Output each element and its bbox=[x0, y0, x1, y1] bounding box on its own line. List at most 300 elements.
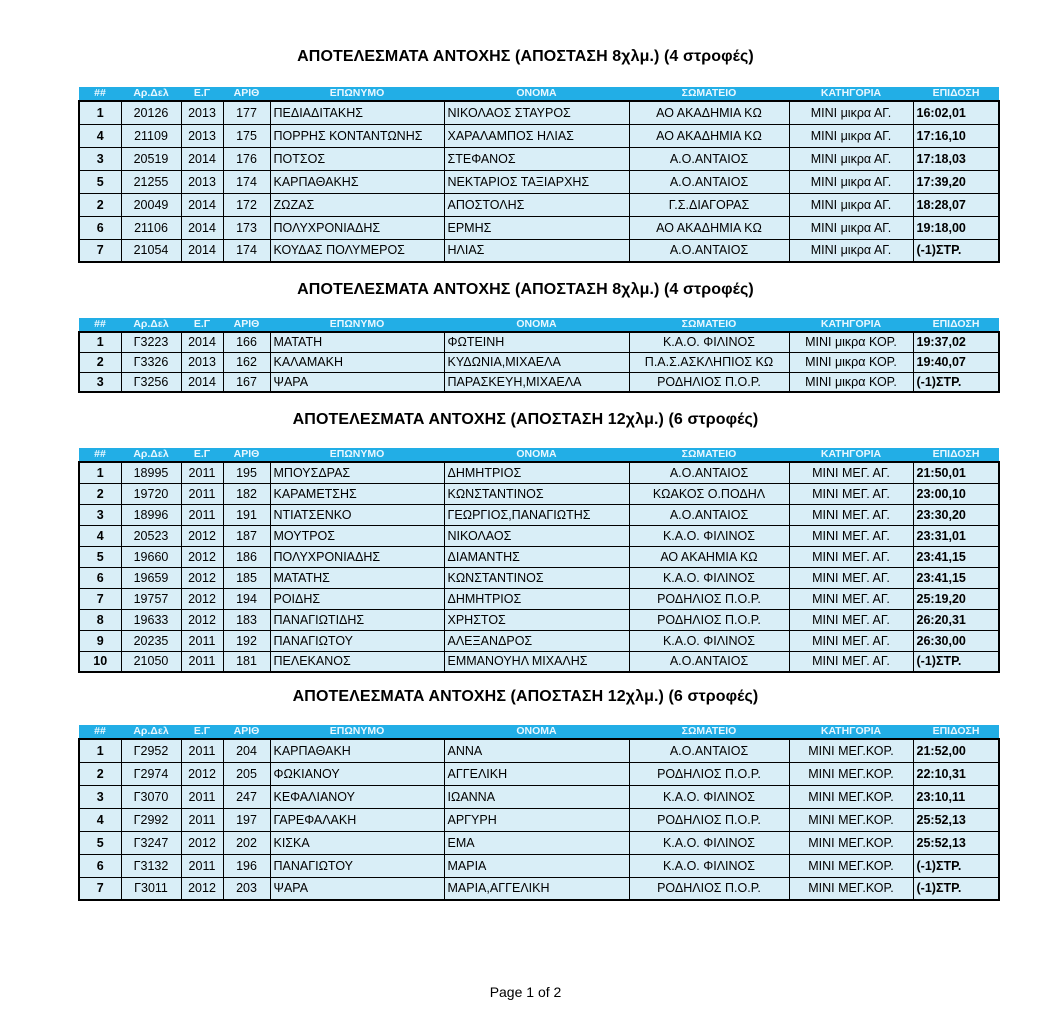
first-name-cell: ΔΗΜΗΤΡΙΟΣ bbox=[444, 462, 629, 483]
bib-cell: 175 bbox=[223, 124, 270, 147]
first-name-cell: ΚΥΔΩΝΙΑ,ΜΙΧΑΕΛΑ bbox=[444, 352, 629, 372]
result-cell: 19:40,07 bbox=[913, 352, 999, 372]
athlete-id-cell: 21054 bbox=[121, 239, 181, 262]
bib-cell: 195 bbox=[223, 462, 270, 483]
first-name-cell: ΚΩΝΣΤΑΝΤΙΝΟΣ bbox=[444, 483, 629, 504]
first-name-cell: ΑΛΕΞΑΝΔΡΟΣ bbox=[444, 630, 629, 651]
category-cell: ΜΙΝΙ ΜΕΓ. ΑΓ. bbox=[789, 630, 913, 651]
result-cell: 21:52,00 bbox=[913, 739, 999, 762]
rank-cell: 2 bbox=[79, 483, 121, 504]
rank-cell: 6 bbox=[79, 567, 121, 588]
result-header: ΕΠΙΔΟΣΗ bbox=[913, 318, 999, 332]
surname-cell: ΚΙΣΚΑ bbox=[270, 831, 444, 854]
rank-cell: 2 bbox=[79, 193, 121, 216]
club-header: ΣΩΜΑΤΕΙΟ bbox=[629, 725, 789, 739]
birth-year-cell: 2013 bbox=[181, 101, 223, 124]
bib-cell: 181 bbox=[223, 651, 270, 672]
result-cell: 23:10,11 bbox=[913, 785, 999, 808]
section-2-title: ΑΠΟΤΕΛΕΣΜΑΤΑ ΑΝΤΟΧΗΣ (ΑΠΟΣΤΑΣΗ 8χλμ.) (4 στροφές) bbox=[297, 281, 754, 298]
rank-cell: 3 bbox=[79, 504, 121, 525]
category-cell: ΜΙΝΙ ΜΕΓ. ΑΓ. bbox=[789, 651, 913, 672]
bib-cell: 185 bbox=[223, 567, 270, 588]
club-cell: ΡΟΔΗΛΙΟΣ Π.Ο.Ρ. bbox=[629, 372, 789, 392]
bib-cell: 176 bbox=[223, 147, 270, 170]
surname-header: ΕΠΩΝΥΜΟ bbox=[270, 448, 444, 462]
category-cell: ΜΙΝΙ ΜΕΓ.ΚΟΡ. bbox=[789, 762, 913, 785]
surname-cell: ΨΑΡΑ bbox=[270, 877, 444, 900]
club-cell: Α.Ο.ΑΝΤΑΙΟΣ bbox=[629, 239, 789, 262]
bib-cell: 202 bbox=[223, 831, 270, 854]
surname-cell: ΝΤΙΑΤΣΕΝΚΟ bbox=[270, 504, 444, 525]
rank-cell: 10 bbox=[79, 651, 121, 672]
table-row bbox=[79, 101, 999, 124]
birth-year-cell: 2011 bbox=[181, 483, 223, 504]
rank-cell: 2 bbox=[79, 762, 121, 785]
table-row bbox=[79, 124, 999, 147]
section-1-title: ΑΠΟΤΕΛΕΣΜΑΤΑ ΑΝΤΟΧΗΣ (ΑΠΟΣΤΑΣΗ 8χλμ.) (4 στροφές) bbox=[297, 48, 754, 65]
athlete-id-cell: Γ3011 bbox=[121, 877, 181, 900]
surname-cell: ΠΕΔΙΑΔΙΤΑΚΗΣ bbox=[270, 101, 444, 124]
athlete-id-cell: 21109 bbox=[121, 124, 181, 147]
table-header-row bbox=[79, 725, 999, 739]
club-cell: ΡΟΔΗΛΙΟΣ Π.Ο.Ρ. bbox=[629, 808, 789, 831]
results-section-4 bbox=[78, 725, 998, 901]
surname-cell: ΠΟΛΥΧΡΟΝΙΑΔΗΣ bbox=[270, 546, 444, 567]
birth-year-cell: 2011 bbox=[181, 854, 223, 877]
birth-year-cell: 2013 bbox=[181, 124, 223, 147]
first-name-header: ΟΝΟΜΑ bbox=[444, 725, 629, 739]
category-header: ΚΑΤΗΓΟΡΙΑ bbox=[789, 87, 913, 101]
surname-header: ΕΠΩΝΥΜΟ bbox=[270, 87, 444, 101]
rank-cell: 5 bbox=[79, 546, 121, 567]
club-header: ΣΩΜΑΤΕΙΟ bbox=[629, 87, 789, 101]
table-row bbox=[79, 483, 999, 504]
page-footer: Page 1 of 2 bbox=[489, 984, 562, 1000]
first-name-cell: ΝΙΚΟΛΑΟΣ bbox=[444, 525, 629, 546]
bib-cell: 205 bbox=[223, 762, 270, 785]
bib-cell: 174 bbox=[223, 170, 270, 193]
result-cell: (-1)ΣΤΡ. bbox=[913, 239, 999, 262]
table-row bbox=[79, 831, 999, 854]
athlete-id-header: Αρ.Δελ bbox=[121, 318, 181, 332]
category-header: ΚΑΤΗΓΟΡΙΑ bbox=[789, 725, 913, 739]
surname-header: ΕΠΩΝΥΜΟ bbox=[270, 318, 444, 332]
category-cell: ΜΙΝΙ μικρα ΑΓ. bbox=[789, 193, 913, 216]
bib-header: ΑΡΙΘ bbox=[223, 87, 270, 101]
category-cell: ΜΙΝΙ ΜΕΓ. ΑΓ. bbox=[789, 567, 913, 588]
table-row bbox=[79, 630, 999, 651]
athlete-id-cell: 20523 bbox=[121, 525, 181, 546]
athlete-id-cell: 21106 bbox=[121, 216, 181, 239]
result-cell: 23:30,20 bbox=[913, 504, 999, 525]
birth-year-cell: 2011 bbox=[181, 651, 223, 672]
club-cell: Π.Α.Σ.ΑΣΚΛΗΠΙΟΣ ΚΩ bbox=[629, 352, 789, 372]
bib-cell: 192 bbox=[223, 630, 270, 651]
club-cell: ΑΟ ΑΚΑΔΗΜΙΑ ΚΩ bbox=[629, 124, 789, 147]
result-header: ΕΠΙΔΟΣΗ bbox=[913, 448, 999, 462]
category-cell: ΜΙΝΙ μικρα ΑΓ. bbox=[789, 147, 913, 170]
rank-cell: 4 bbox=[79, 124, 121, 147]
first-name-cell: ΧΡΗΣΤΟΣ bbox=[444, 609, 629, 630]
rank-header: ## bbox=[79, 725, 121, 739]
category-cell: ΜΙΝΙ μικρα ΑΓ. bbox=[789, 101, 913, 124]
result-cell: 23:41,15 bbox=[913, 567, 999, 588]
bib-cell: 203 bbox=[223, 877, 270, 900]
club-cell: ΑΟ ΑΚΑΔΗΜΙΑ ΚΩ bbox=[629, 216, 789, 239]
table-row bbox=[79, 239, 999, 262]
bib-cell: 196 bbox=[223, 854, 270, 877]
category-cell: ΜΙΝΙ ΜΕΓ.ΚΟΡ. bbox=[789, 831, 913, 854]
table-row bbox=[79, 785, 999, 808]
bib-cell: 183 bbox=[223, 609, 270, 630]
result-cell: 26:30,00 bbox=[913, 630, 999, 651]
category-header: ΚΑΤΗΓΟΡΙΑ bbox=[789, 448, 913, 462]
bib-cell: 166 bbox=[223, 332, 270, 352]
surname-cell: ΠΟΤΣΟΣ bbox=[270, 147, 444, 170]
table-row bbox=[79, 739, 999, 762]
bib-cell: 174 bbox=[223, 239, 270, 262]
category-cell: ΜΙΝΙ μικρα ΑΓ. bbox=[789, 124, 913, 147]
rank-cell: 3 bbox=[79, 147, 121, 170]
category-header: ΚΑΤΗΓΟΡΙΑ bbox=[789, 318, 913, 332]
rank-cell: 7 bbox=[79, 588, 121, 609]
category-cell: ΜΙΝΙ ΜΕΓ. ΑΓ. bbox=[789, 504, 913, 525]
athlete-id-cell: Γ3070 bbox=[121, 785, 181, 808]
category-cell: ΜΙΝΙ ΜΕΓ.ΚΟΡ. bbox=[789, 877, 913, 900]
club-header: ΣΩΜΑΤΕΙΟ bbox=[629, 448, 789, 462]
birth-year-cell: 2014 bbox=[181, 239, 223, 262]
table-row bbox=[79, 193, 999, 216]
result-cell: 23:00,10 bbox=[913, 483, 999, 504]
table-row bbox=[79, 567, 999, 588]
bib-cell: 162 bbox=[223, 352, 270, 372]
rank-cell: 1 bbox=[79, 739, 121, 762]
rank-cell: 6 bbox=[79, 216, 121, 239]
rank-cell: 3 bbox=[79, 785, 121, 808]
results-section-1 bbox=[78, 87, 998, 263]
athlete-id-cell: Γ2974 bbox=[121, 762, 181, 785]
surname-cell: ΜΑΤΑΤΗΣ bbox=[270, 567, 444, 588]
rank-header: ## bbox=[79, 318, 121, 332]
first-name-cell: ΜΑΡΙΑ bbox=[444, 854, 629, 877]
first-name-cell: ΜΑΡΙΑ,ΑΓΓΕΛΙΚΗ bbox=[444, 877, 629, 900]
category-cell: ΜΙΝΙ ΜΕΓ.ΚΟΡ. bbox=[789, 785, 913, 808]
first-name-cell: ΝΕΚΤΑΡΙΟΣ ΤΑΞΙΑΡΧΗΣ bbox=[444, 170, 629, 193]
surname-cell: ΖΩΖΑΣ bbox=[270, 193, 444, 216]
rank-cell: 6 bbox=[79, 854, 121, 877]
results-table-2 bbox=[78, 318, 1000, 393]
rank-cell: 5 bbox=[79, 831, 121, 854]
table-row bbox=[79, 372, 999, 392]
table-row bbox=[79, 854, 999, 877]
bib-cell: 182 bbox=[223, 483, 270, 504]
athlete-id-cell: 20049 bbox=[121, 193, 181, 216]
table-row bbox=[79, 877, 999, 900]
surname-cell: ΜΑΤΑΤΗ bbox=[270, 332, 444, 352]
rank-cell: 9 bbox=[79, 630, 121, 651]
athlete-id-cell: 19757 bbox=[121, 588, 181, 609]
surname-cell: ΚΕΦΑΛΙΑΝΟΥ bbox=[270, 785, 444, 808]
surname-cell: ΦΩΚΙΑΝΟΥ bbox=[270, 762, 444, 785]
category-cell: ΜΙΝΙ ΜΕΓ.ΚΟΡ. bbox=[789, 739, 913, 762]
result-cell: 23:41,15 bbox=[913, 546, 999, 567]
birth-year-cell: 2014 bbox=[181, 372, 223, 392]
athlete-id-cell: Γ3326 bbox=[121, 352, 181, 372]
birth-year-cell: 2012 bbox=[181, 525, 223, 546]
club-cell: ΡΟΔΗΛΙΟΣ Π.Ο.Ρ. bbox=[629, 609, 789, 630]
bib-cell: 197 bbox=[223, 808, 270, 831]
result-cell: 25:52,13 bbox=[913, 808, 999, 831]
birth-year-header: Ε.Γ bbox=[181, 448, 223, 462]
result-cell: 17:18,03 bbox=[913, 147, 999, 170]
bib-cell: 247 bbox=[223, 785, 270, 808]
athlete-id-header: Αρ.Δελ bbox=[121, 87, 181, 101]
bib-cell: 187 bbox=[223, 525, 270, 546]
athlete-id-cell: Γ2992 bbox=[121, 808, 181, 831]
first-name-cell: ΕΡΜΗΣ bbox=[444, 216, 629, 239]
first-name-cell: ΑΡΓΥΡΗ bbox=[444, 808, 629, 831]
athlete-id-cell: 19659 bbox=[121, 567, 181, 588]
category-cell: ΜΙΝΙ μικρα ΚΟΡ. bbox=[789, 332, 913, 352]
surname-cell: ΠΑΝΑΓΙΩΤΟΥ bbox=[270, 854, 444, 877]
rank-header: ## bbox=[79, 87, 121, 101]
rank-cell: 5 bbox=[79, 170, 121, 193]
surname-cell: ΚΑΡΠΑΘΑΚΗ bbox=[270, 739, 444, 762]
section-4-title: ΑΠΟΤΕΛΕΣΜΑΤΑ ΑΝΤΟΧΗΣ (ΑΠΟΣΤΑΣΗ 12χλμ.) (6 στροφές) bbox=[292, 688, 759, 705]
birth-year-cell: 2014 bbox=[181, 193, 223, 216]
table-row bbox=[79, 352, 999, 372]
club-cell: ΡΟΔΗΛΙΟΣ Π.Ο.Ρ. bbox=[629, 588, 789, 609]
surname-cell: ΚΑΛΑΜΑΚΗ bbox=[270, 352, 444, 372]
result-cell: 17:16,10 bbox=[913, 124, 999, 147]
club-cell: Α.Ο.ΑΝΤΑΙΟΣ bbox=[629, 504, 789, 525]
rank-cell: 4 bbox=[79, 525, 121, 546]
surname-cell: ΨΑΡΑ bbox=[270, 372, 444, 392]
results-section-2 bbox=[78, 318, 998, 393]
athlete-id-cell: Γ3247 bbox=[121, 831, 181, 854]
club-cell: Κ.Α.Ο. ΦΙΛΙΝΟΣ bbox=[629, 525, 789, 546]
first-name-cell: ΙΩΑΝΝΑ bbox=[444, 785, 629, 808]
birth-year-cell: 2011 bbox=[181, 630, 223, 651]
athlete-id-cell: Γ3132 bbox=[121, 854, 181, 877]
first-name-cell: ΠΑΡΑΣΚΕΥΗ,ΜΙΧΑΕΛΑ bbox=[444, 372, 629, 392]
section-3-title: ΑΠΟΤΕΛΕΣΜΑΤΑ ΑΝΤΟΧΗΣ (ΑΠΟΣΤΑΣΗ 12χλμ.) (6 στροφές) bbox=[292, 411, 759, 428]
first-name-cell: ΑΝΝΑ bbox=[444, 739, 629, 762]
results-section-3 bbox=[78, 448, 998, 673]
birth-year-cell: 2011 bbox=[181, 785, 223, 808]
bib-cell: 191 bbox=[223, 504, 270, 525]
club-cell: Κ.Α.Ο. ΦΙΛΙΝΟΣ bbox=[629, 854, 789, 877]
athlete-id-cell: 18995 bbox=[121, 462, 181, 483]
club-cell: Α.Ο.ΑΝΤΑΙΟΣ bbox=[629, 170, 789, 193]
category-cell: ΜΙΝΙ ΜΕΓ. ΑΓ. bbox=[789, 462, 913, 483]
table-row bbox=[79, 609, 999, 630]
surname-cell: ΡΟΙΔΗΣ bbox=[270, 588, 444, 609]
rank-cell: 7 bbox=[79, 877, 121, 900]
first-name-cell: ΔΗΜΗΤΡΙΟΣ bbox=[444, 588, 629, 609]
club-cell: ΡΟΔΗΛΙΟΣ Π.Ο.Ρ. bbox=[629, 762, 789, 785]
club-cell: Γ.Σ.ΔΙΑΓΟΡΑΣ bbox=[629, 193, 789, 216]
bib-header: ΑΡΙΘ bbox=[223, 725, 270, 739]
category-cell: ΜΙΝΙ ΜΕΓ. ΑΓ. bbox=[789, 588, 913, 609]
athlete-id-cell: 21050 bbox=[121, 651, 181, 672]
birth-year-cell: 2011 bbox=[181, 808, 223, 831]
first-name-header: ΟΝΟΜΑ bbox=[444, 318, 629, 332]
birth-year-header: Ε.Γ bbox=[181, 725, 223, 739]
surname-cell: ΜΟΥΤΡΟΣ bbox=[270, 525, 444, 546]
table-row bbox=[79, 651, 999, 672]
club-cell: Κ.Α.Ο. ΦΙΛΙΝΟΣ bbox=[629, 785, 789, 808]
surname-cell: ΜΠΟΥΣΔΡΑΣ bbox=[270, 462, 444, 483]
result-cell: (-1)ΣΤΡ. bbox=[913, 372, 999, 392]
birth-year-cell: 2014 bbox=[181, 332, 223, 352]
rank-cell: 4 bbox=[79, 808, 121, 831]
result-cell: 26:20,31 bbox=[913, 609, 999, 630]
birth-year-cell: 2013 bbox=[181, 170, 223, 193]
category-cell: ΜΙΝΙ μικρα ΑΓ. bbox=[789, 216, 913, 239]
result-header: ΕΠΙΔΟΣΗ bbox=[913, 87, 999, 101]
birth-year-cell: 2012 bbox=[181, 567, 223, 588]
bib-cell: 177 bbox=[223, 101, 270, 124]
birth-year-cell: 2012 bbox=[181, 588, 223, 609]
club-cell: ΡΟΔΗΛΙΟΣ Π.Ο.Ρ. bbox=[629, 877, 789, 900]
club-cell: Κ.Α.Ο. ΦΙΛΙΝΟΣ bbox=[629, 332, 789, 352]
table-row bbox=[79, 216, 999, 239]
rank-cell: 1 bbox=[79, 332, 121, 352]
first-name-cell: ΔΙΑΜΑΝΤΗΣ bbox=[444, 546, 629, 567]
results-table-4 bbox=[78, 725, 1000, 901]
rank-cell: 2 bbox=[79, 352, 121, 372]
surname-cell: ΠΑΝΑΓΙΩΤΙΔΗΣ bbox=[270, 609, 444, 630]
result-cell: 16:02,01 bbox=[913, 101, 999, 124]
table-header-row bbox=[79, 318, 999, 332]
club-cell: ΑΟ ΑΚΑΗΜΙΑ ΚΩ bbox=[629, 546, 789, 567]
result-header: ΕΠΙΔΟΣΗ bbox=[913, 725, 999, 739]
surname-cell: ΠΟΛΥΧΡΟΝΙΑΔΗΣ bbox=[270, 216, 444, 239]
category-cell: ΜΙΝΙ ΜΕΓ. ΑΓ. bbox=[789, 483, 913, 504]
surname-cell: ΠΑΝΑΓΙΩΤΟΥ bbox=[270, 630, 444, 651]
first-name-header: ΟΝΟΜΑ bbox=[444, 448, 629, 462]
result-cell: 22:10,31 bbox=[913, 762, 999, 785]
athlete-id-cell: 19633 bbox=[121, 609, 181, 630]
first-name-header: ΟΝΟΜΑ bbox=[444, 87, 629, 101]
table-row bbox=[79, 332, 999, 352]
category-cell: ΜΙΝΙ μικρα ΚΟΡ. bbox=[789, 372, 913, 392]
surname-cell: ΠΕΛΕΚΑΝΟΣ bbox=[270, 651, 444, 672]
club-cell: ΚΩΑΚΟΣ Ο.ΠΟΔΗΛ bbox=[629, 483, 789, 504]
birth-year-cell: 2011 bbox=[181, 739, 223, 762]
category-cell: ΜΙΝΙ ΜΕΓ. ΑΓ. bbox=[789, 525, 913, 546]
athlete-id-header: Αρ.Δελ bbox=[121, 725, 181, 739]
category-cell: ΜΙΝΙ μικρα ΚΟΡ. bbox=[789, 352, 913, 372]
first-name-cell: ΣΤΕΦΑΝΟΣ bbox=[444, 147, 629, 170]
table-row bbox=[79, 504, 999, 525]
category-cell: ΜΙΝΙ μικρα ΑΓ. bbox=[789, 239, 913, 262]
category-cell: ΜΙΝΙ ΜΕΓ. ΑΓ. bbox=[789, 609, 913, 630]
first-name-cell: ΕΜΜΑΝΟΥΗΛ ΜΙΧΑΛΗΣ bbox=[444, 651, 629, 672]
result-cell: 19:37,02 bbox=[913, 332, 999, 352]
birth-year-cell: 2014 bbox=[181, 147, 223, 170]
birth-year-header: Ε.Γ bbox=[181, 318, 223, 332]
first-name-cell: ΑΠΟΣΤΟΛΗΣ bbox=[444, 193, 629, 216]
first-name-cell: ΓΕΩΡΓΙΟΣ,ΠΑΝΑΓΙΩΤΗΣ bbox=[444, 504, 629, 525]
athlete-id-cell: 21255 bbox=[121, 170, 181, 193]
result-cell: 17:39,20 bbox=[913, 170, 999, 193]
rank-cell: 7 bbox=[79, 239, 121, 262]
birth-year-cell: 2011 bbox=[181, 462, 223, 483]
athlete-id-cell: 20519 bbox=[121, 147, 181, 170]
birth-year-header: Ε.Γ bbox=[181, 87, 223, 101]
birth-year-cell: 2012 bbox=[181, 831, 223, 854]
table-row bbox=[79, 808, 999, 831]
club-cell: Α.Ο.ΑΝΤΑΙΟΣ bbox=[629, 147, 789, 170]
rank-cell: 1 bbox=[79, 101, 121, 124]
results-table-3 bbox=[78, 448, 1000, 673]
category-cell: ΜΙΝΙ ΜΕΓ. ΑΓ. bbox=[789, 546, 913, 567]
bib-header: ΑΡΙΘ bbox=[223, 448, 270, 462]
first-name-cell: ΗΛΙΑΣ bbox=[444, 239, 629, 262]
bib-cell: 194 bbox=[223, 588, 270, 609]
first-name-cell: ΑΓΓΕΛΙΚΗ bbox=[444, 762, 629, 785]
table-header-row bbox=[79, 448, 999, 462]
rank-cell: 1 bbox=[79, 462, 121, 483]
bib-header: ΑΡΙΘ bbox=[223, 318, 270, 332]
bib-cell: 186 bbox=[223, 546, 270, 567]
club-cell: ΑΟ ΑΚΑΔΗΜΙΑ ΚΩ bbox=[629, 101, 789, 124]
table-row bbox=[79, 147, 999, 170]
result-cell: (-1)ΣΤΡ. bbox=[913, 877, 999, 900]
club-cell: Α.Ο.ΑΝΤΑΙΟΣ bbox=[629, 739, 789, 762]
result-cell: (-1)ΣΤΡ. bbox=[913, 854, 999, 877]
bib-cell: 167 bbox=[223, 372, 270, 392]
table-header-row bbox=[79, 87, 999, 101]
result-cell: (-1)ΣΤΡ. bbox=[913, 651, 999, 672]
first-name-cell: ΕΜΑ bbox=[444, 831, 629, 854]
surname-header: ΕΠΩΝΥΜΟ bbox=[270, 725, 444, 739]
bib-cell: 204 bbox=[223, 739, 270, 762]
result-cell: 25:52,13 bbox=[913, 831, 999, 854]
surname-cell: ΚΟΥΔΑΣ ΠΟΛΥΜΕΡΟΣ bbox=[270, 239, 444, 262]
athlete-id-cell: Γ3256 bbox=[121, 372, 181, 392]
table-row bbox=[79, 588, 999, 609]
bib-cell: 173 bbox=[223, 216, 270, 239]
athlete-id-cell: Γ2952 bbox=[121, 739, 181, 762]
result-cell: 25:19,20 bbox=[913, 588, 999, 609]
birth-year-cell: 2012 bbox=[181, 609, 223, 630]
category-cell: ΜΙΝΙ μικρα ΑΓ. bbox=[789, 170, 913, 193]
athlete-id-cell: 19720 bbox=[121, 483, 181, 504]
result-cell: 19:18,00 bbox=[913, 216, 999, 239]
category-cell: ΜΙΝΙ ΜΕΓ.ΚΟΡ. bbox=[789, 808, 913, 831]
rank-cell: 3 bbox=[79, 372, 121, 392]
athlete-id-cell: Γ3223 bbox=[121, 332, 181, 352]
surname-cell: ΠΟΡΡΗΣ ΚΟΝΤΑΝΤΩΝΗΣ bbox=[270, 124, 444, 147]
birth-year-cell: 2012 bbox=[181, 762, 223, 785]
rank-cell: 8 bbox=[79, 609, 121, 630]
first-name-cell: ΝΙΚΟΛΑΟΣ ΣΤΑΥΡΟΣ bbox=[444, 101, 629, 124]
result-cell: 21:50,01 bbox=[913, 462, 999, 483]
birth-year-cell: 2014 bbox=[181, 216, 223, 239]
first-name-cell: ΧΑΡΑΛΑΜΠΟΣ ΗΛΙΑΣ bbox=[444, 124, 629, 147]
athlete-id-cell: 18996 bbox=[121, 504, 181, 525]
club-cell: Α.Ο.ΑΝΤΑΙΟΣ bbox=[629, 651, 789, 672]
club-cell: Κ.Α.Ο. ΦΙΛΙΝΟΣ bbox=[629, 567, 789, 588]
result-cell: 18:28,07 bbox=[913, 193, 999, 216]
table-row bbox=[79, 762, 999, 785]
club-cell: Κ.Α.Ο. ΦΙΛΙΝΟΣ bbox=[629, 831, 789, 854]
first-name-cell: ΚΩΝΣΤΑΝΤΙΝΟΣ bbox=[444, 567, 629, 588]
rank-header: ## bbox=[79, 448, 121, 462]
